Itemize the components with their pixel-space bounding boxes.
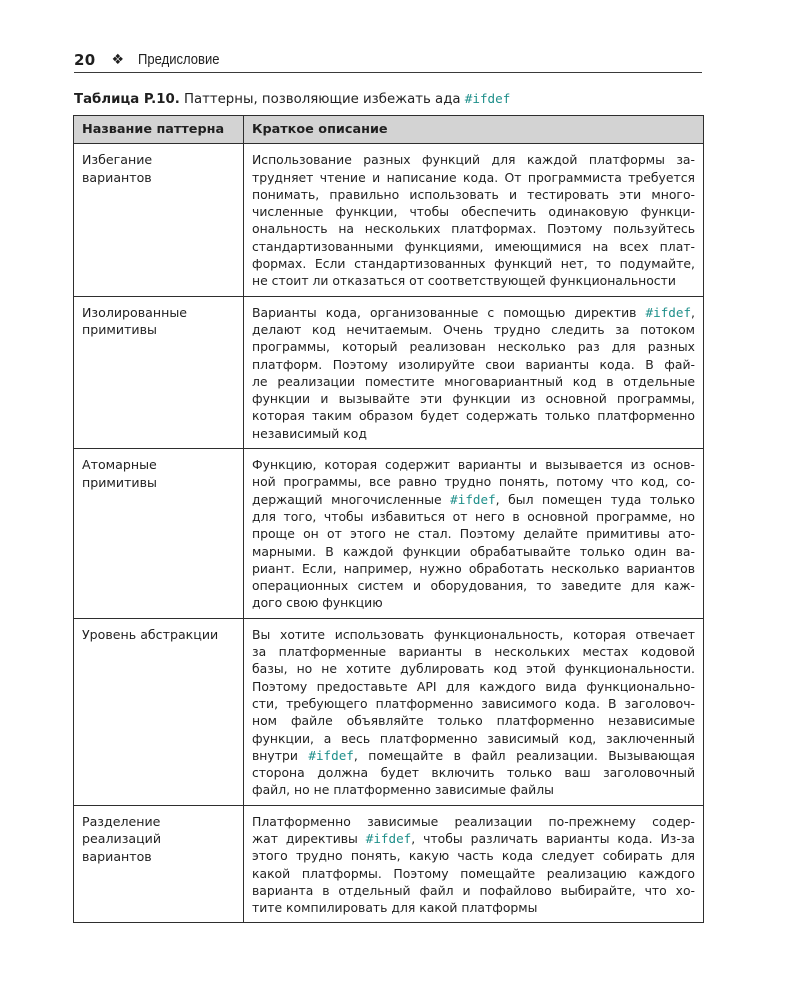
description-line <box>252 425 695 442</box>
patterns-table <box>73 115 704 923</box>
description-text: независимый код <box>252 425 367 441</box>
description-line <box>252 304 695 321</box>
description-line <box>252 491 695 508</box>
description-text: стандартизованными функциями, имеющимися на всех плат- <box>252 238 695 254</box>
description-line <box>252 899 695 916</box>
description-line <box>252 390 695 407</box>
column-header-pattern-name: Название паттерна <box>74 116 244 144</box>
description-text: риант. Если, например, нужно обработать несколько вариантов <box>252 560 695 576</box>
description-line <box>252 882 695 899</box>
pattern-name-cell <box>74 144 244 296</box>
description-text: функции, а весь платформенно зависимый код, заключенный <box>252 730 695 746</box>
description-text: которая таким образом будет содержать только платформенно <box>252 408 695 424</box>
description-line <box>252 356 695 373</box>
column-header-description: Краткое описание <box>244 116 704 144</box>
description-line <box>252 407 695 424</box>
pattern-name-line: примитивы <box>82 474 157 490</box>
pattern-name-line: Разделение <box>82 813 161 829</box>
pattern-description-cell <box>244 296 704 448</box>
description-line <box>252 660 695 677</box>
description-text: Использование разных функций для каждой платформы за- <box>252 152 695 168</box>
table-row <box>74 449 704 619</box>
description-line <box>252 865 695 882</box>
description-line <box>252 338 695 355</box>
pattern-description-cell <box>244 805 704 923</box>
description-line <box>252 255 695 272</box>
description-text: этого трудно понять, какую часть кода следует собирать для <box>252 848 695 864</box>
ifdef-code: #ifdef <box>450 491 496 507</box>
description-text: какой платформы. Поэтому помещайте реализацию каждого <box>252 865 695 881</box>
description-line <box>252 813 695 830</box>
description-text: Функцию, которая содержит варианты и вызывается из основ- <box>252 457 695 473</box>
description-text: , <box>691 304 695 320</box>
table-body <box>74 144 704 923</box>
description-text: марными. В каждой функции обрабатывайте только один ва- <box>252 543 695 559</box>
pattern-name-cell <box>74 296 244 448</box>
description-line <box>252 626 695 643</box>
description-text: понимать, правильно использовать и тестировать эти много- <box>252 186 695 202</box>
description-line <box>252 764 695 781</box>
description-line <box>252 238 695 255</box>
description-text: формах. Если стандартизованных функций нет, то подумайте, <box>252 256 695 272</box>
description-text: за платформенные варианты в нескольких местах кодовой <box>252 644 695 660</box>
pattern-name-line: Уровень абстракции <box>82 626 219 642</box>
description-text: делают код нечитаемым. Очень трудно следить за потоком <box>252 321 695 337</box>
description-text: трудняет чтение и написание кода. От программиста требуется <box>252 169 695 185</box>
ornament-icon: ❖ <box>111 52 125 68</box>
description-text: Вы хотите использовать функциональность, которая отвечает <box>252 626 695 642</box>
description-text: внутри <box>252 747 309 763</box>
description-text: базы, но не хотите дублировать код этой функциональности. <box>252 661 695 677</box>
description-text: не стоит ли отказаться от соответствующей функциональности <box>252 273 676 289</box>
description-line <box>252 543 695 560</box>
description-line <box>252 321 695 338</box>
table-caption-label: Таблица P.10. <box>74 92 180 107</box>
pattern-name-line: вариантов <box>82 848 152 864</box>
description-line <box>252 730 695 747</box>
description-line <box>252 456 695 473</box>
description-text: ной программы, все равно трудно понять, потому что код, со- <box>252 474 695 490</box>
table-caption-text: Паттерны, позволяющие избежать ада <box>179 92 465 107</box>
description-text: функции и вызывайте эти функции из основной программы, <box>252 391 695 407</box>
description-text: тите компилировать для какой платформы <box>252 900 538 916</box>
table-row <box>74 144 704 296</box>
pattern-name-line: вариантов <box>82 169 152 185</box>
description-line <box>252 695 695 712</box>
description-text: Платформенно зависимые реализации по-прежнему содер- <box>252 813 695 829</box>
description-line <box>252 560 695 577</box>
description-line <box>252 712 695 729</box>
pattern-description-cell <box>244 144 704 296</box>
table-row <box>74 618 704 805</box>
table-row <box>74 296 704 448</box>
description-line <box>252 594 695 611</box>
description-line <box>252 847 695 864</box>
description-line <box>252 151 695 168</box>
description-text: ональность на нескольких платформах. Поэтому пользуйтесь <box>252 221 695 237</box>
description-text: проще он от этого не стал. Поэтому делайте примитивы ато- <box>252 526 695 542</box>
description-line <box>252 525 695 542</box>
description-text: , помещайте в файл реализации. Вызывающая <box>353 747 695 763</box>
table-caption-code: #ifdef <box>464 91 511 106</box>
description-line <box>252 781 695 798</box>
pattern-name-line: примитивы <box>82 322 157 338</box>
chapter-title: Предисловие <box>138 52 220 68</box>
description-line <box>252 747 695 764</box>
description-text: для того, чтобы избавиться от него в основной программе, но <box>252 508 695 524</box>
description-text: варианта в отдельный файл и пофайлово выбирайте, что хо- <box>252 882 695 898</box>
description-text: платформ. Поэтому изолируйте свои варианты кода. В фай- <box>252 356 695 372</box>
pattern-name-line: Изолированные <box>82 304 188 320</box>
description-line <box>252 373 695 390</box>
description-line <box>252 272 695 289</box>
description-text: жат директивы <box>252 830 366 846</box>
ifdef-code: #ifdef <box>365 830 412 846</box>
description-line <box>252 203 695 220</box>
pattern-description-cell <box>244 618 704 805</box>
page-number: 20 <box>74 51 96 69</box>
description-text: операционных систем и оборудования, то заведите для каж- <box>252 578 695 594</box>
table-header-row <box>74 116 704 144</box>
ifdef-code: #ifdef <box>645 304 692 320</box>
pattern-name-line: Избегание <box>82 152 153 168</box>
running-header <box>74 48 702 73</box>
description-text: программы, который реализован несколько раз для разных <box>252 339 695 355</box>
description-text: Варианты кода, организованные с помощью директив <box>252 304 646 320</box>
description-line <box>252 830 695 847</box>
description-text: Поэтому предоставьте API для каждого вида функционально- <box>252 678 695 694</box>
description-line <box>252 169 695 186</box>
pattern-name-cell <box>74 805 244 923</box>
description-line <box>252 220 695 237</box>
description-line <box>252 473 695 490</box>
description-text: сти, требующего платформенно зависимого кода. В заголовоч- <box>252 695 695 711</box>
pattern-name-line: реализаций <box>82 831 162 847</box>
ifdef-code: #ifdef <box>308 747 354 763</box>
description-text: ном файле объявляйте только платформенно независимые <box>252 713 695 729</box>
pattern-name-cell <box>74 449 244 619</box>
description-text: численные функции, чтобы обеспечить одинаковую функци- <box>252 204 695 220</box>
description-text: дого свою функцию <box>252 595 383 611</box>
description-text: сторона должна будет включить только ваш заголовочный <box>252 765 695 781</box>
pattern-description-cell <box>244 449 704 619</box>
pattern-name-line: Атомарные <box>82 457 157 473</box>
table-row <box>74 805 704 923</box>
table-caption <box>74 90 704 109</box>
description-text: файл, но не платформенно зависимые файлы <box>252 782 554 798</box>
description-text: , чтобы различать варианты кода. Из-за <box>411 830 695 846</box>
description-line <box>252 577 695 594</box>
description-text: держащий многочисленные <box>252 491 451 507</box>
description-line <box>252 643 695 660</box>
description-line <box>252 678 695 695</box>
pattern-name-cell <box>74 618 244 805</box>
description-line <box>252 508 695 525</box>
description-line <box>252 186 695 203</box>
description-text: ле реализации поместите многовариантный код в отдельные <box>252 373 695 389</box>
description-text: , был помещен туда только <box>495 491 695 507</box>
